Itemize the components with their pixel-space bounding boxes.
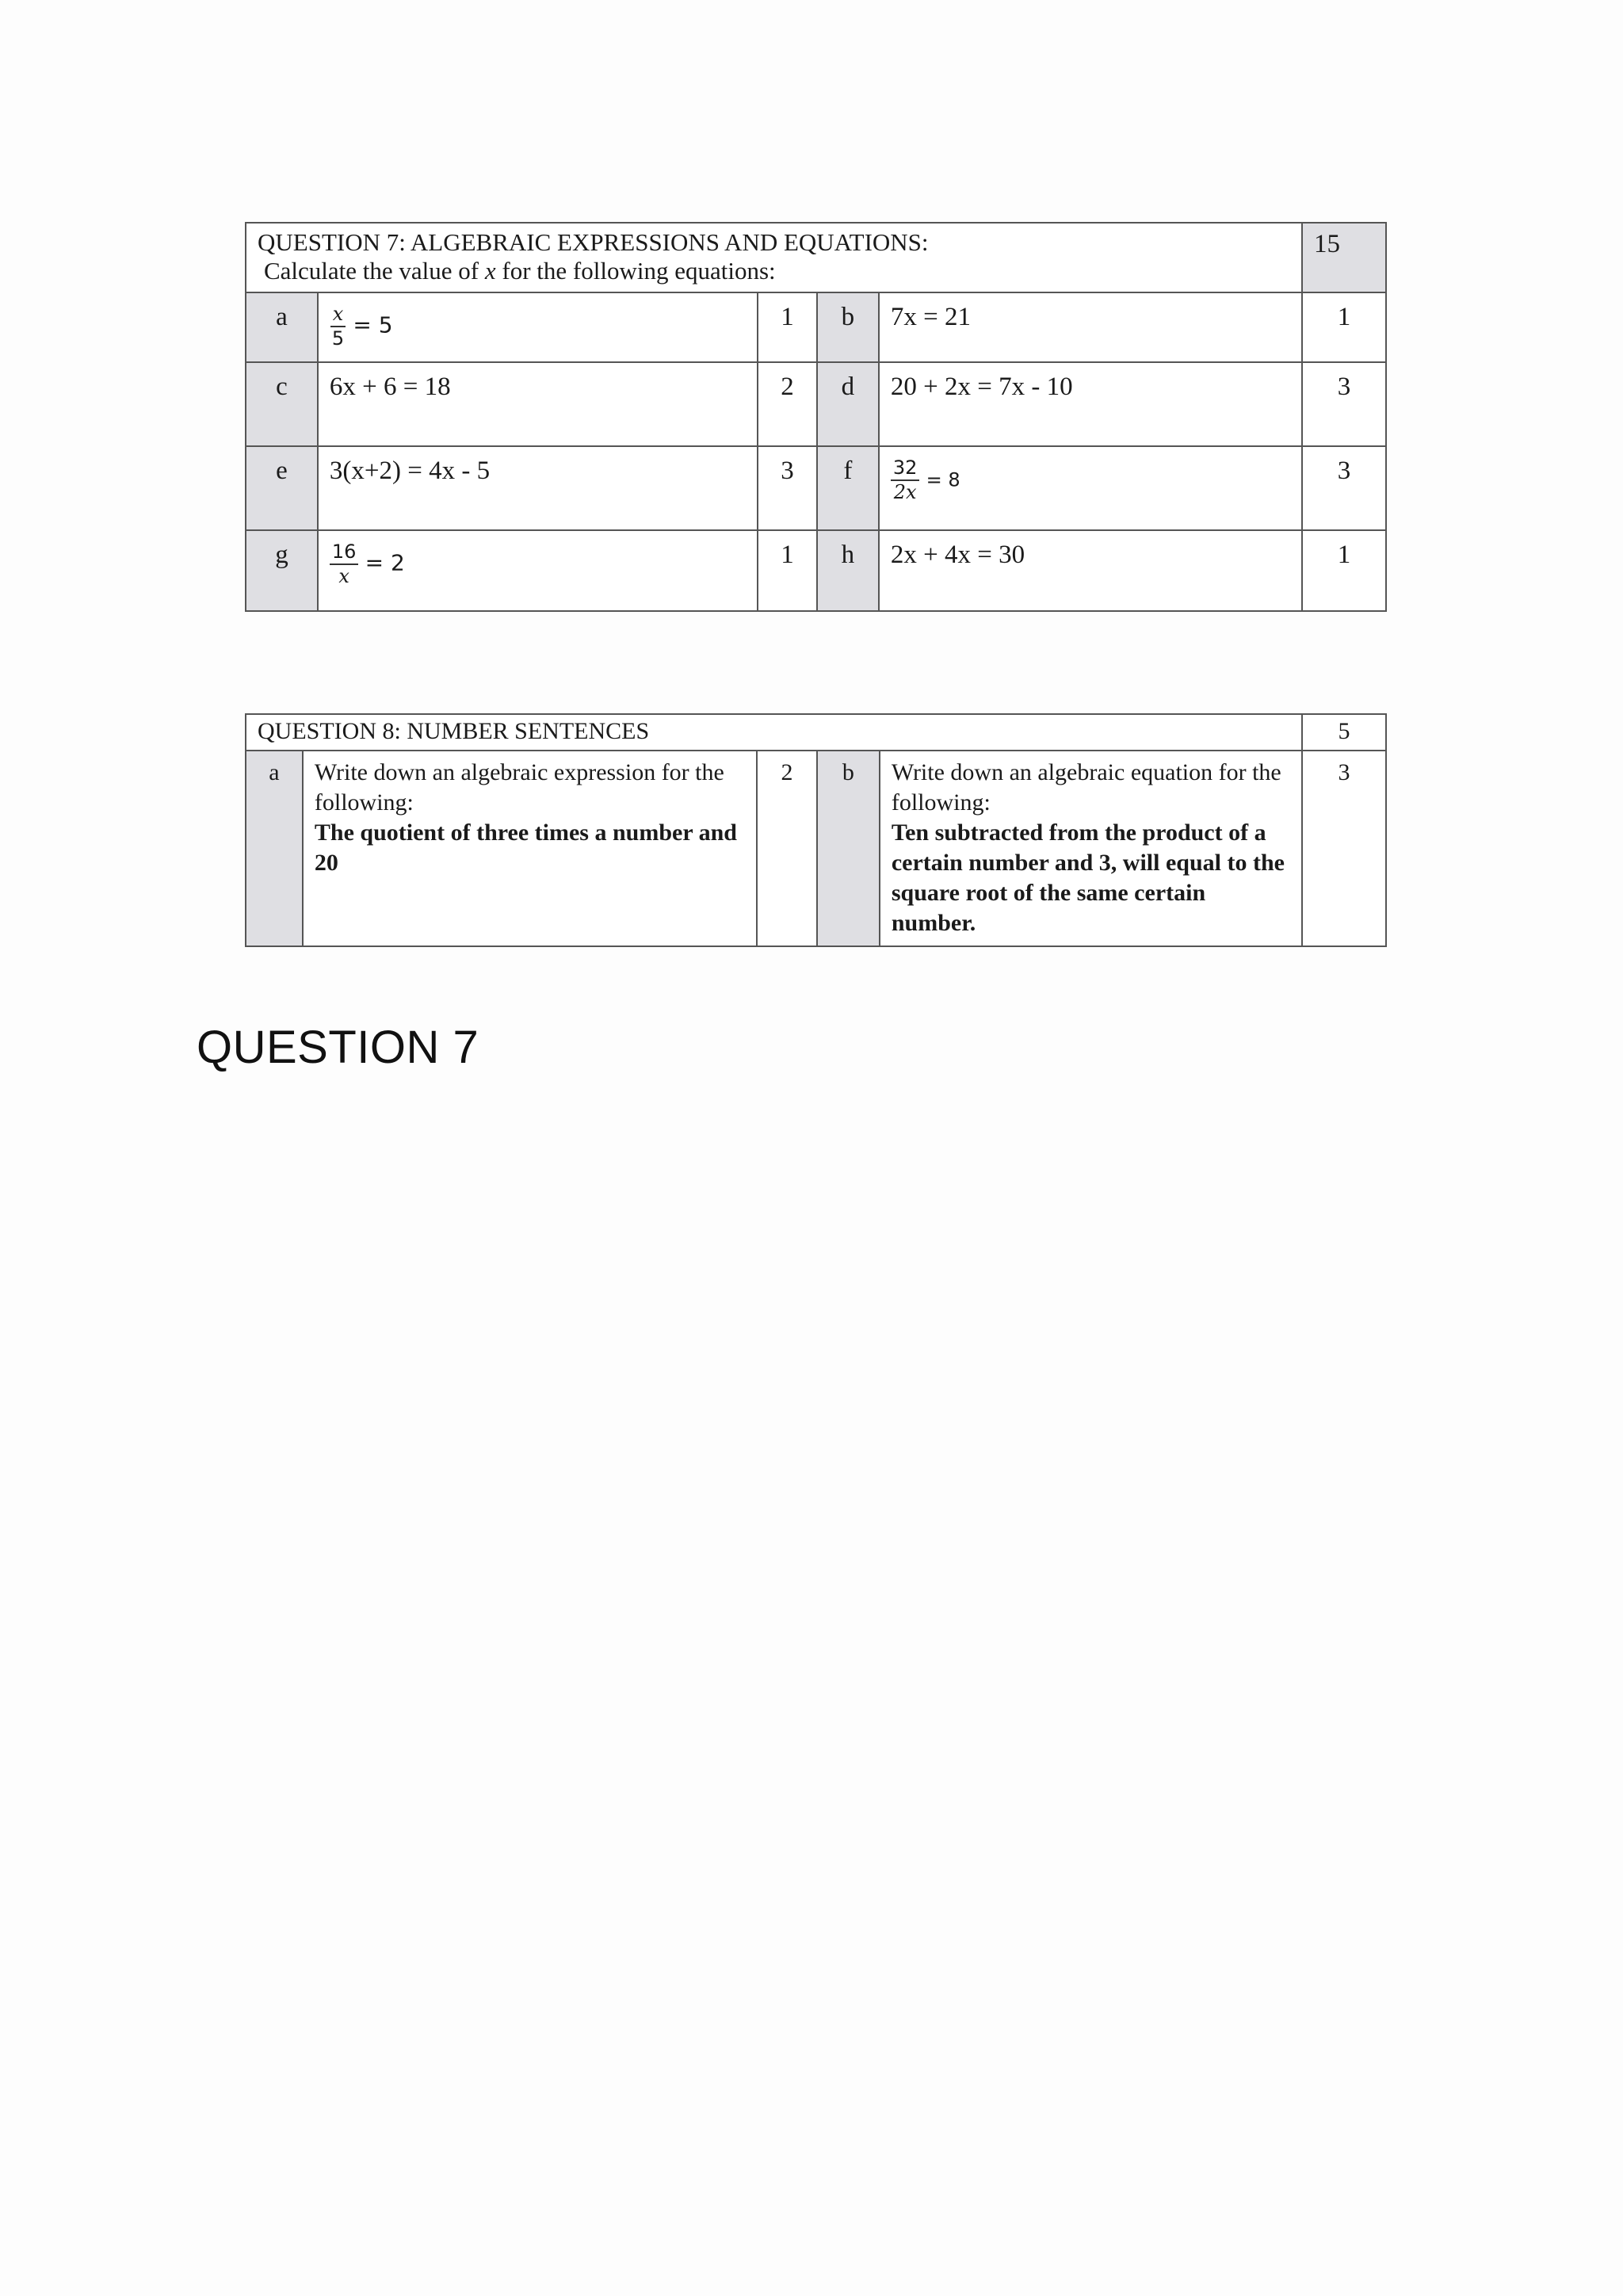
q7g-rhs: = 2 <box>365 549 405 576</box>
q7d-label: d <box>817 362 879 446</box>
q8b-marks: 3 <box>1302 751 1386 946</box>
page-caption: QUESTION 7 <box>197 1022 479 1073</box>
q7a-numerator: x <box>330 303 346 327</box>
q7-instruction: Calculate the value of x for the following equations: <box>264 256 776 285</box>
q8b-label: b <box>817 751 880 946</box>
q7b-label: b <box>817 292 879 362</box>
q7a-equation <box>318 292 758 362</box>
q7-total-value: 15 <box>1314 230 1341 258</box>
q7a-marks: 1 <box>758 292 817 362</box>
q8a-content <box>303 751 757 946</box>
q8a-marks: 2 <box>757 751 817 946</box>
q7h-marks: 1 <box>1302 530 1386 611</box>
q7g-denominator: x <box>338 564 349 587</box>
q7-header <box>246 223 1302 292</box>
q7b-equation: 7x = 21 <box>879 292 1302 362</box>
q7h-equation: 2x + 4x = 30 <box>879 530 1302 611</box>
q7c-equation: 6x + 6 = 18 <box>318 362 758 446</box>
q8a-label: a <box>246 751 303 946</box>
q7g-marks: 1 <box>758 530 817 611</box>
q7g-equation <box>318 530 758 611</box>
q7f-equation <box>879 446 1302 530</box>
q8b-content <box>880 751 1302 946</box>
q8a-instruction: Write down an algebraic expression for the following: <box>314 759 724 816</box>
question-8-table <box>245 713 1387 947</box>
q7c-marks: 2 <box>758 362 817 446</box>
q8-title: QUESTION 8: NUMBER SENTENCES <box>246 714 1302 751</box>
q7e-marks: 3 <box>758 446 817 530</box>
q7a-rhs: = 5 <box>353 311 393 338</box>
q7d-marks: 3 <box>1302 362 1386 446</box>
q7g-label: g <box>246 530 318 611</box>
q7d-equation: 20 + 2x = 7x - 10 <box>879 362 1302 446</box>
q7f-denominator: 2x <box>893 480 917 503</box>
q8-total-marks: 5 <box>1302 714 1386 751</box>
q7g-fraction <box>330 541 359 588</box>
q7f-rhs: = 8 <box>926 468 960 491</box>
q8a-statement: The quotient of three times a number and 20 <box>314 819 737 877</box>
q7e-equation: 3(x+2) = 4x - 5 <box>318 446 758 530</box>
question-7-table <box>245 222 1387 612</box>
q7f-numerator: 32 <box>891 457 920 481</box>
q7h-label: h <box>817 530 879 611</box>
q7a-label: a <box>246 292 318 362</box>
q7e-label: e <box>246 446 318 530</box>
q7-title: QUESTION 7: ALGEBRAIC EXPRESSIONS AND EQUATIONS: <box>258 228 929 256</box>
q7f-fraction <box>891 457 920 504</box>
q7b-marks: 1 <box>1302 292 1386 362</box>
q7c-label: c <box>246 362 318 446</box>
q7-total-marks <box>1302 223 1386 292</box>
q8b-instruction: Write down an algebraic equation for the following: <box>891 759 1281 816</box>
q7g-numerator: 16 <box>330 541 359 565</box>
q8b-statement: Ten subtracted from the product of a certain number and 3, will equal to the square root of the same certain number. <box>891 819 1285 937</box>
q7a-fraction <box>330 303 346 350</box>
q7f-marks: 3 <box>1302 446 1386 530</box>
q7a-denominator: 5 <box>331 327 345 350</box>
q7f-label: f <box>817 446 879 530</box>
